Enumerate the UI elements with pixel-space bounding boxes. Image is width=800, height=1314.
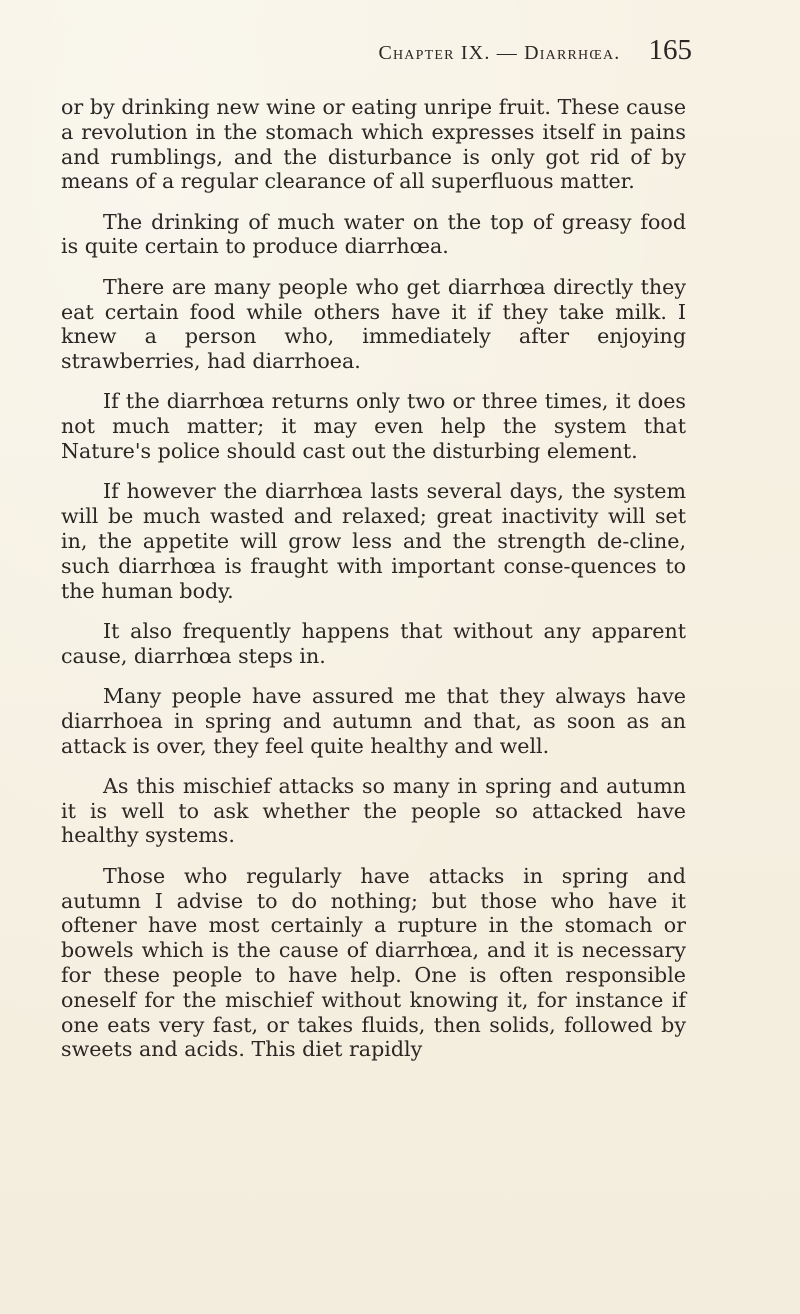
body-text — [61, 95, 686, 1078]
page-header — [60, 34, 692, 74]
paragraph: If the diarrhœa returns only two or three times, it does not much matter; it may even help the system that Nature's police should cast out the disturbing element. — [61, 389, 686, 464]
paragraph: The drinking of much water on the top of greasy food is quite certain to produce diarrhœa. — [61, 209, 686, 259]
paragraph: Many people have assured me that they always have diarrhoea in spring and autumn and that, as soon as an attack is over, they feel quite healthy and well. — [61, 683, 686, 758]
paragraph: It also frequently happens that without any apparent cause, diarrhœa steps in. — [61, 618, 686, 668]
paragraph: If however the diarrhœa lasts several days, the system will be much wasted and relaxed; great inactivity will set in, the appetite will grow less and the strength de-cline, such diarrhœa is fraught with important conse-quences to the human body. — [61, 479, 686, 603]
paragraph: There are many people who get diarrhœa directly they eat certain food while others have it if they take milk. I knew a person who, immediately after enjoying strawberries, had diarrhoea. — [61, 274, 686, 374]
running-head: Chapter IX. — Diarrhœa. — [378, 42, 621, 64]
paragraph: Those who regularly have attacks in spring and autumn I advise to do nothing; but those who have it oftener have most certainly a rupture in the stomach or bowels which is the cause of diarrhœa, and it is necessary for these people to have help. One is often responsible oneself for the mischief without knowing it, for instance if one eats very fast, or takes fluids, then solids, followed by sweets and acids. This diet rapidly — [61, 863, 686, 1062]
paragraph: or by drinking new wine or eating unripe fruit. These cause a revolution in the stomach which expresses itself in pains and rumblings, and the disturbance is only got rid of by means of a regular clearance of all superfluous matter. — [61, 95, 686, 194]
paragraph: As this mischief attacks so many in spring and autumn it is well to ask whether the people so attacked have healthy systems. — [61, 773, 686, 848]
page-number: 165 — [648, 34, 692, 66]
